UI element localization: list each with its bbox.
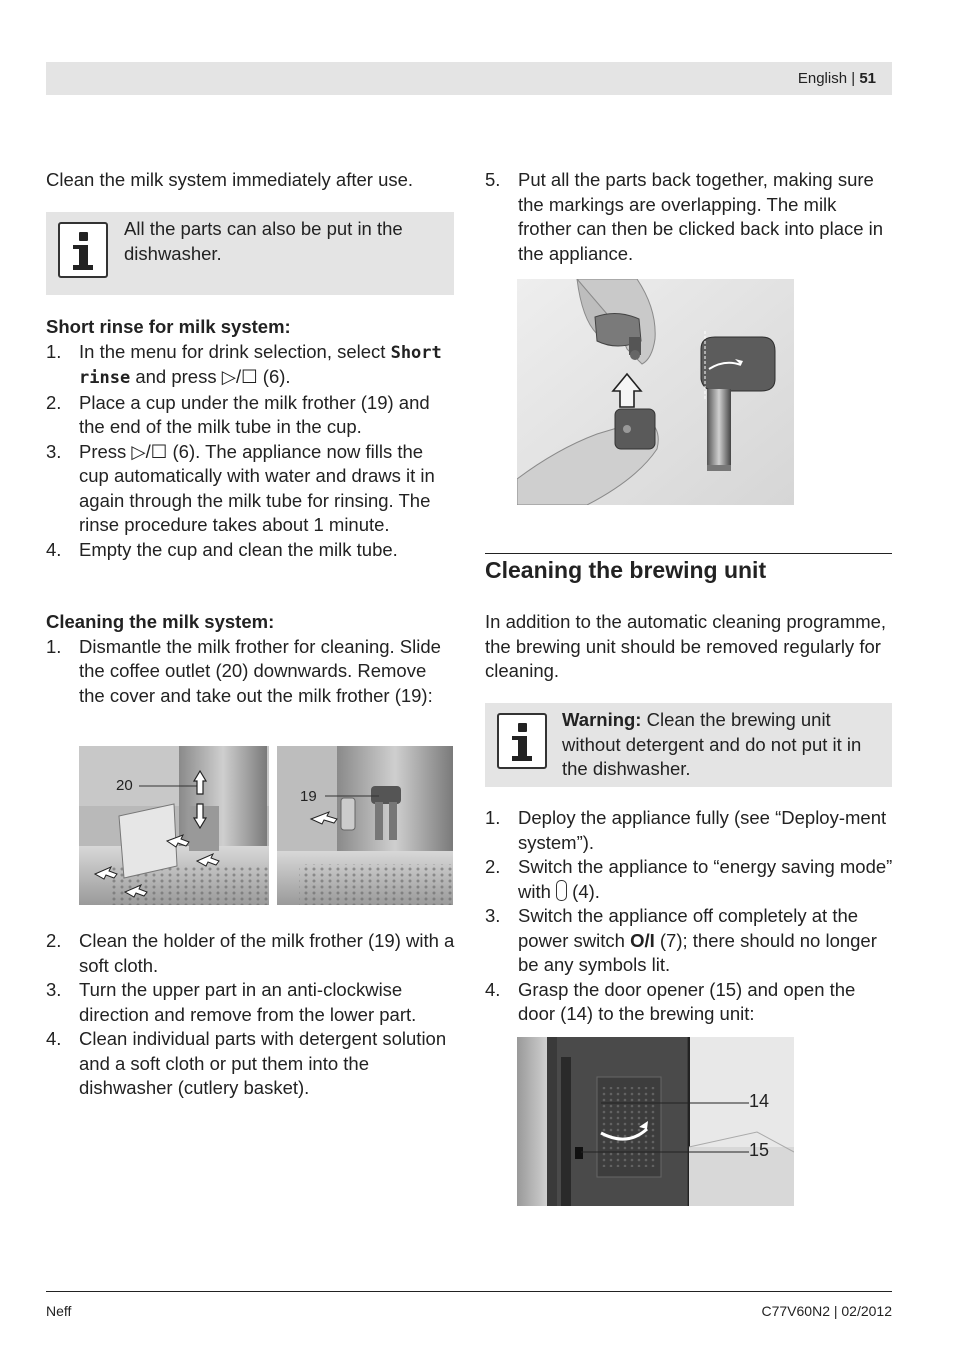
list-number: 2.	[485, 856, 501, 877]
milk-frother-figure	[79, 746, 453, 905]
info-note-text: All the parts can also be put in the dishwasher.	[124, 218, 403, 264]
list-number: 4.	[485, 978, 501, 1000]
reassemble-list	[485, 168, 893, 266]
list-number: 2.	[46, 391, 62, 413]
list-text: Clean the holder of the milk frother (19) with a soft cloth.	[79, 930, 455, 976]
list-number: 2.	[46, 930, 62, 951]
list-text: Grasp the door opener (15) and open the door (14) to the brewing unit:	[518, 978, 856, 1024]
list-item	[46, 929, 456, 978]
list-item	[46, 391, 456, 440]
list-text: Place a cup under the milk frother (19) and the end of the milk tube in the cup.	[79, 391, 430, 437]
footer-model: C77V60N2 | 02/2012	[761, 1303, 892, 1319]
warning-note	[485, 703, 892, 787]
info-icon	[497, 713, 547, 769]
info-note	[46, 212, 454, 295]
reassembly-figure	[517, 279, 794, 505]
list-item	[485, 978, 893, 1027]
list-text: Press ▷/☐ (6). The appliance now fills the cup automatically with water and draws it in again through the milk tube for rinsing. The rinse procedure takes about 1 minute.	[79, 440, 435, 535]
list-text: and press ▷/☐ (6).	[130, 366, 291, 387]
list-text: In the menu for drink selection, select	[79, 340, 391, 362]
section-divider	[485, 553, 892, 554]
list-item	[46, 978, 456, 1027]
page-header	[46, 62, 892, 95]
warning-label: Warning:	[562, 709, 642, 730]
list-text: Put all the parts back together, making sure the markings are overlapping. The milk frother can then be clicked back into place in the appliance.	[518, 169, 884, 264]
cleaning-milk-heading: Cleaning the milk system:	[46, 611, 275, 632]
list-text: Turn the upper part in an anti-clockwise direction and remove from the lower part.	[79, 979, 417, 1025]
milk-frother-illustration	[79, 746, 453, 905]
list-text: Clean individual parts with detergent solution and a soft cloth or put them into the dishwasher (cutlery basket).	[79, 1028, 447, 1098]
header-separator: |	[851, 70, 856, 87]
brewing-intro	[485, 610, 893, 684]
short-rinse-list	[46, 340, 456, 563]
list-item	[485, 806, 893, 855]
list-number: 3.	[46, 440, 62, 462]
energy-saving-icon	[556, 880, 567, 901]
brewing-unit-heading: Cleaning the brewing unit	[485, 557, 767, 583]
list-item	[485, 904, 893, 978]
brewing-door-figure	[517, 1037, 794, 1206]
list-text: Dismantle the milk frother for cleaning. Slide the coffee outlet (20) downwards. Remove the cover and take out the milk frother (19):	[79, 635, 441, 706]
list-text: Switch the appliance to “energy saving mode” with	[518, 856, 893, 902]
menu-item-label: Short rinse	[79, 342, 442, 388]
figure-label-14: 14	[749, 1091, 770, 1111]
figure-label-20: 20	[116, 777, 133, 794]
cleaning-milk-section	[46, 610, 456, 708]
brewing-steps	[485, 806, 893, 1027]
list-text: Empty the cup and clean the milk tube.	[79, 538, 398, 560]
brewing-door-illustration	[517, 1037, 794, 1206]
list-number: 5.	[485, 169, 501, 190]
cleaning-list-a	[46, 635, 456, 709]
list-item	[46, 635, 456, 709]
cleaning-milk-continued	[46, 929, 456, 1101]
warning-body: Clean the brewing unit without detergent and do not put it in the dishwasher.	[562, 709, 862, 779]
list-item	[485, 855, 893, 904]
list-text: (7); there should no longer be any symbols lit.	[518, 929, 877, 975]
cleaning-list-b	[46, 929, 456, 1101]
list-number: 4.	[46, 1028, 62, 1049]
list-item	[46, 1027, 456, 1101]
header-text	[798, 70, 876, 87]
list-text: (4).	[567, 880, 600, 902]
footer-brand: Neff	[46, 1303, 72, 1319]
footer-divider	[46, 1291, 892, 1292]
power-switch-symbol: O/I	[630, 929, 655, 951]
page-number: 51	[859, 70, 876, 87]
warning-text	[562, 708, 884, 782]
brewing-list	[485, 806, 893, 1027]
intro-text	[46, 168, 456, 193]
list-item	[46, 538, 456, 563]
intro-paragraph: Clean the milk system immediately after use.	[46, 169, 414, 190]
list-number: 3.	[485, 905, 501, 926]
list-number: 1.	[46, 635, 62, 657]
short-rinse-section	[46, 315, 456, 562]
figure-label-19: 19	[300, 788, 317, 805]
list-item	[46, 440, 456, 538]
list-text: Deploy the appliance fully (see “Deploy-ment system”).	[518, 807, 887, 853]
brewing-intro-paragraph: In addition to the automatic cleaning programme, the brewing unit should be removed regularly for cleaning.	[485, 611, 887, 681]
figure-label-15: 15	[749, 1140, 770, 1160]
info-icon	[58, 222, 108, 278]
list-number: 1.	[46, 340, 62, 362]
list-item	[46, 340, 456, 391]
reassembly-illustration	[517, 279, 794, 505]
reassemble-step	[485, 168, 893, 266]
list-number: 4.	[46, 538, 62, 560]
short-rinse-heading: Short rinse for milk system:	[46, 316, 291, 337]
header-section: English	[797, 70, 848, 87]
list-text: Switch the appliance off completely at the power switch	[518, 905, 859, 951]
list-item	[485, 168, 893, 266]
list-number: 3.	[46, 979, 62, 1000]
list-number: 1.	[485, 807, 501, 828]
